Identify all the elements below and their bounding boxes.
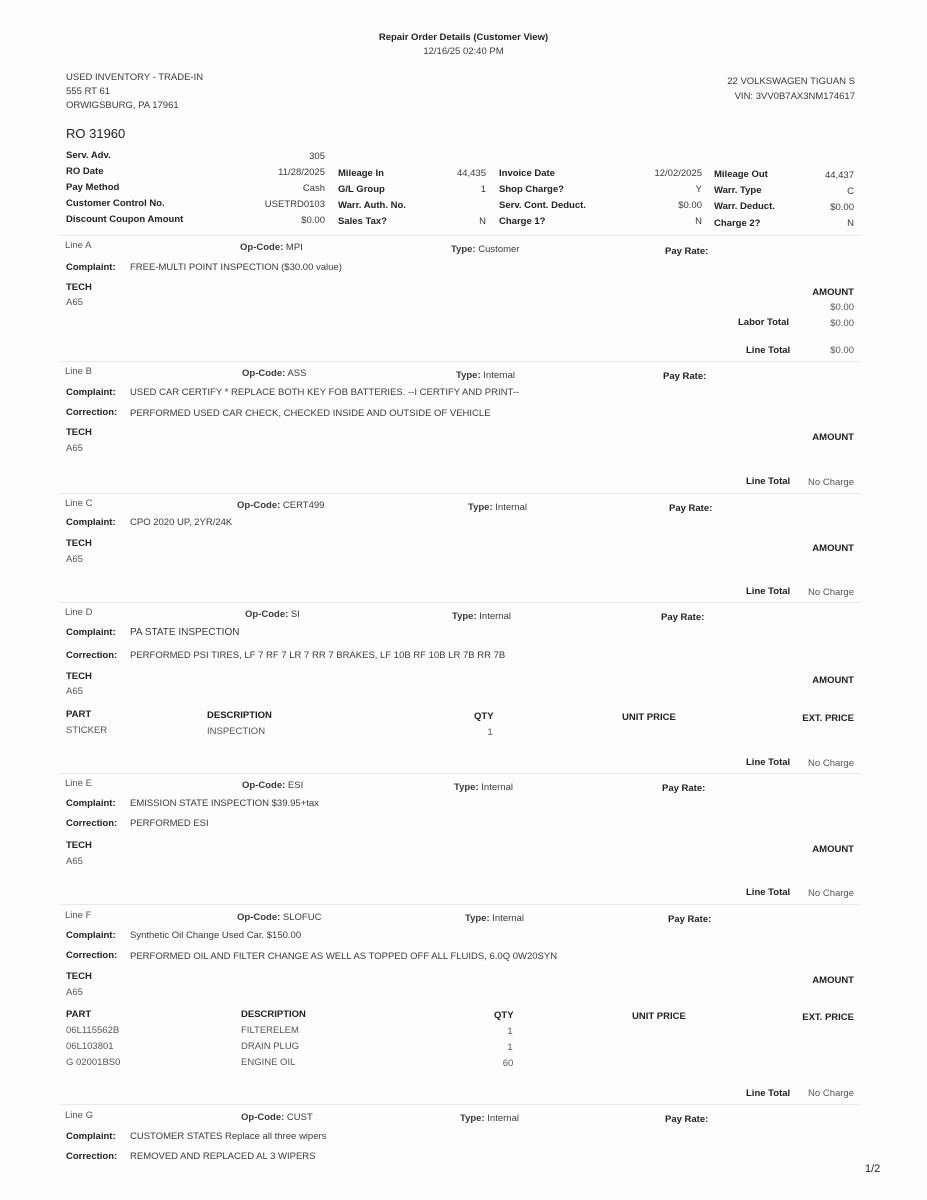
- pay-rate-label: Pay Rate:: [661, 612, 705, 623]
- pay-rate-label: Pay Rate:: [665, 1114, 709, 1125]
- qty-header: QTY: [474, 711, 494, 722]
- tech-id: A65: [66, 297, 83, 308]
- sales-tax-value: N: [479, 216, 486, 227]
- serv-cont-label: Serv. Cont. Deduct.: [499, 200, 586, 211]
- line-total-label: Line Total: [746, 586, 791, 597]
- pay-rate-label: Pay Rate:: [668, 914, 712, 925]
- part-description: ENGINE OIL: [241, 1057, 296, 1068]
- amount-header: AMOUNT: [812, 287, 854, 298]
- pay-method-value: Cash: [302, 183, 325, 194]
- complaint-text: PA STATE INSPECTION: [130, 627, 240, 638]
- customer-control-value: USETRD0103: [264, 199, 325, 210]
- warr-deduct-value: $0.00: [830, 202, 854, 213]
- complaint-label: Complaint:: [66, 517, 116, 528]
- correction-label: Correction:: [66, 818, 118, 829]
- customer-control-label: Customer Control No.: [66, 198, 165, 209]
- line-total-label: Line Total: [746, 887, 791, 898]
- correction-text: REMOVED AND REPLACED AL 3 WIPERS: [130, 1151, 316, 1162]
- warr-deduct-label: Warr. Deduct.: [714, 201, 775, 212]
- gl-group-label: G/L Group: [338, 184, 385, 195]
- correction-text: PERFORMED USED CAR CHECK, CHECKED INSIDE AND OUTSIDE OF VEHICLE: [130, 408, 491, 419]
- line-type: Type: Customer: [451, 244, 520, 255]
- complaint-label: Complaint:: [66, 930, 116, 941]
- correction-label: Correction:: [66, 407, 118, 418]
- line-id: Line G: [65, 1110, 93, 1121]
- part-description: INSPECTION: [207, 726, 266, 737]
- gl-group-value: 1: [480, 184, 486, 195]
- invoice-date-label: Invoice Date: [499, 168, 555, 179]
- opcode: Op-Code: SLOFUC: [237, 912, 322, 923]
- page-number: 1/2: [865, 1163, 881, 1175]
- part-qty: 1: [487, 727, 493, 738]
- description-header: DESCRIPTION: [241, 1009, 306, 1020]
- complaint-text: CPO 2020 UP, 2YR/24K: [130, 517, 233, 528]
- tech-amount: $0.00: [830, 302, 854, 313]
- line-id: Line A: [65, 240, 92, 251]
- tech-id: A65: [66, 987, 83, 998]
- labor-total-value: $0.00: [830, 318, 854, 329]
- part-description: FILTERELEM: [241, 1025, 299, 1036]
- warr-type-value: C: [847, 186, 854, 197]
- opcode: Op-Code: MPI: [240, 242, 303, 253]
- warr-type-label: Warr. Type: [714, 185, 762, 196]
- correction-text: PERFORMED OIL AND FILTER CHANGE AS WELL AS TOPPED OFF ALL FLUIDS, 6.0Q 0W20SYN: [130, 951, 558, 962]
- correction-text: PERFORMED PSI TIRES, LF 7 RF 7 LR 7 RR 7 BRAKES, LF 10B RF 10B LR 7B RR 7B: [130, 650, 506, 661]
- labor-total-label: Labor Total: [738, 317, 790, 328]
- ext-price-header: EXT. PRICE: [802, 1012, 854, 1023]
- dealer-line3: ORWIGSBURG, PA 17961: [66, 100, 179, 111]
- line-total-value: No Charge: [808, 587, 854, 598]
- line-total-value: No Charge: [808, 1088, 854, 1099]
- tech-id: A65: [66, 443, 83, 454]
- charge2-value: N: [847, 218, 854, 229]
- line-type: Type: Internal: [454, 782, 513, 793]
- part-description: DRAIN PLUG: [241, 1041, 300, 1052]
- warr-auth-label: Warr. Auth. No.: [338, 200, 406, 211]
- complaint-label: Complaint:: [66, 798, 116, 809]
- line-total-value: No Charge: [808, 888, 854, 899]
- pay-method-label: Pay Method: [66, 182, 120, 193]
- line-total-value: No Charge: [808, 758, 854, 769]
- qty-header: QTY: [494, 1010, 514, 1021]
- discount-value: $0.00: [301, 215, 325, 226]
- report-title: Repair Order Details (Customer View): [378, 32, 549, 43]
- description-header: DESCRIPTION: [207, 710, 272, 721]
- ro-number: RO 31960: [66, 126, 126, 141]
- tech-id: A65: [66, 686, 83, 697]
- ro-date-label: RO Date: [66, 166, 104, 177]
- serv-adv-value: 305: [309, 151, 325, 162]
- tech-header: TECH: [66, 427, 92, 438]
- line-id: Line C: [65, 498, 93, 509]
- complaint-text: EMISSION STATE INSPECTION $39.95+tax: [130, 798, 319, 809]
- line-id: Line D: [65, 607, 93, 618]
- tech-header: TECH: [66, 538, 92, 549]
- tech-id: A65: [66, 554, 83, 565]
- ext-price-header: EXT. PRICE: [802, 713, 854, 724]
- correction-label: Correction:: [66, 650, 118, 661]
- tech-header: TECH: [66, 840, 92, 851]
- part-header: PART: [66, 1009, 92, 1020]
- pay-rate-label: Pay Rate:: [665, 246, 709, 257]
- amount-header: AMOUNT: [812, 675, 854, 686]
- tech-header: TECH: [66, 282, 92, 293]
- tech-header: TECH: [66, 971, 92, 982]
- amount-header: AMOUNT: [812, 432, 854, 443]
- part-number: 06L115562B: [66, 1025, 120, 1036]
- report-datetime: 12/16/25 02:40 PM: [423, 46, 504, 57]
- complaint-text: CUSTOMER STATES Replace all three wipers: [130, 1131, 327, 1142]
- pay-rate-label: Pay Rate:: [663, 371, 707, 382]
- opcode: Op-Code: CUST: [241, 1112, 313, 1123]
- mileage-in-label: Mileage In: [338, 168, 384, 179]
- line-total-label: Line Total: [746, 1088, 791, 1099]
- line-total-label: Line Total: [746, 476, 791, 487]
- ro-date-value: 11/28/2025: [278, 167, 325, 178]
- part-qty: 1: [507, 1026, 513, 1037]
- invoice-date-value: 12/02/2025: [654, 168, 702, 179]
- opcode: Op-Code: SI: [245, 609, 300, 620]
- unit-price-header: UNIT PRICE: [632, 1011, 686, 1022]
- line-total-label: Line Total: [746, 757, 791, 768]
- opcode: Op-Code: ASS: [242, 368, 307, 379]
- shop-charge-value: Y: [695, 184, 702, 195]
- line-id: Line B: [65, 366, 92, 377]
- vehicle-name: 22 VOLKSWAGEN TIGUAN S: [727, 76, 855, 87]
- part-qty: 60: [502, 1058, 514, 1069]
- serv-adv-label: Serv. Adv.: [66, 150, 111, 161]
- shop-charge-label: Shop Charge?: [499, 184, 564, 195]
- pay-rate-label: Pay Rate:: [662, 783, 706, 794]
- complaint-text: FREE-MULTI POINT INSPECTION ($30.00 value): [130, 262, 342, 273]
- mileage-in-value: 44,435: [456, 168, 486, 179]
- correction-label: Correction:: [66, 950, 118, 961]
- charge2-label: Charge 2?: [714, 218, 761, 229]
- line-id: Line E: [65, 778, 92, 789]
- complaint-text: Synthetic Oil Change Used Car. $150.00: [130, 930, 302, 941]
- complaint-label: Complaint:: [66, 1131, 116, 1142]
- line-id: Line F: [65, 910, 92, 921]
- opcode: Op-Code: ESI: [242, 780, 304, 791]
- pay-rate-label: Pay Rate:: [669, 503, 713, 514]
- charge1-label: Charge 1?: [499, 216, 546, 227]
- complaint-label: Complaint:: [66, 387, 116, 398]
- complaint-label: Complaint:: [66, 262, 116, 273]
- line-type: Type: Internal: [452, 611, 511, 622]
- line-type: Type: Internal: [468, 502, 527, 513]
- line-type: Type: Internal: [456, 370, 515, 381]
- serv-cont-value: $0.00: [678, 200, 702, 211]
- amount-header: AMOUNT: [812, 543, 854, 554]
- sales-tax-label: Sales Tax?: [338, 216, 387, 227]
- line-total-value: No Charge: [808, 477, 854, 488]
- line-type: Type: Internal: [460, 1113, 519, 1124]
- tech-id: A65: [66, 856, 83, 867]
- amount-header: AMOUNT: [812, 844, 854, 855]
- line-total-value: $0.00: [830, 345, 854, 356]
- tech-header: TECH: [66, 671, 92, 682]
- dealer-line2: 555 RT 61: [66, 86, 111, 97]
- part-number: STICKER: [66, 725, 108, 736]
- discount-label: Discount Coupon Amount: [66, 214, 184, 225]
- unit-price-header: UNIT PRICE: [622, 712, 676, 723]
- correction-label: Correction:: [66, 1151, 118, 1162]
- vehicle-vin: VIN: 3VV0B7AX3NM174617: [734, 91, 855, 102]
- opcode: Op-Code: CERT499: [237, 500, 325, 511]
- complaint-label: Complaint:: [66, 627, 116, 638]
- amount-header: AMOUNT: [812, 975, 854, 986]
- charge1-value: N: [695, 216, 702, 227]
- mileage-out-value: 44,437: [824, 170, 854, 181]
- part-number: G 02001BS0: [66, 1057, 121, 1068]
- line-type: Type: Internal: [465, 913, 524, 924]
- dealer-line1: USED INVENTORY - TRADE-IN: [66, 72, 204, 83]
- part-number: 06L103801: [66, 1041, 114, 1052]
- correction-text: PERFORMED ESI: [130, 818, 209, 829]
- mileage-out-label: Mileage Out: [714, 169, 768, 180]
- line-total-label: Line Total: [746, 345, 791, 356]
- complaint-text: USED CAR CERTIFY * REPLACE BOTH KEY FOB BATTERIES. --I CERTIFY AND PRINT--: [130, 387, 520, 398]
- part-header: PART: [66, 709, 92, 720]
- part-qty: 1: [507, 1042, 513, 1053]
